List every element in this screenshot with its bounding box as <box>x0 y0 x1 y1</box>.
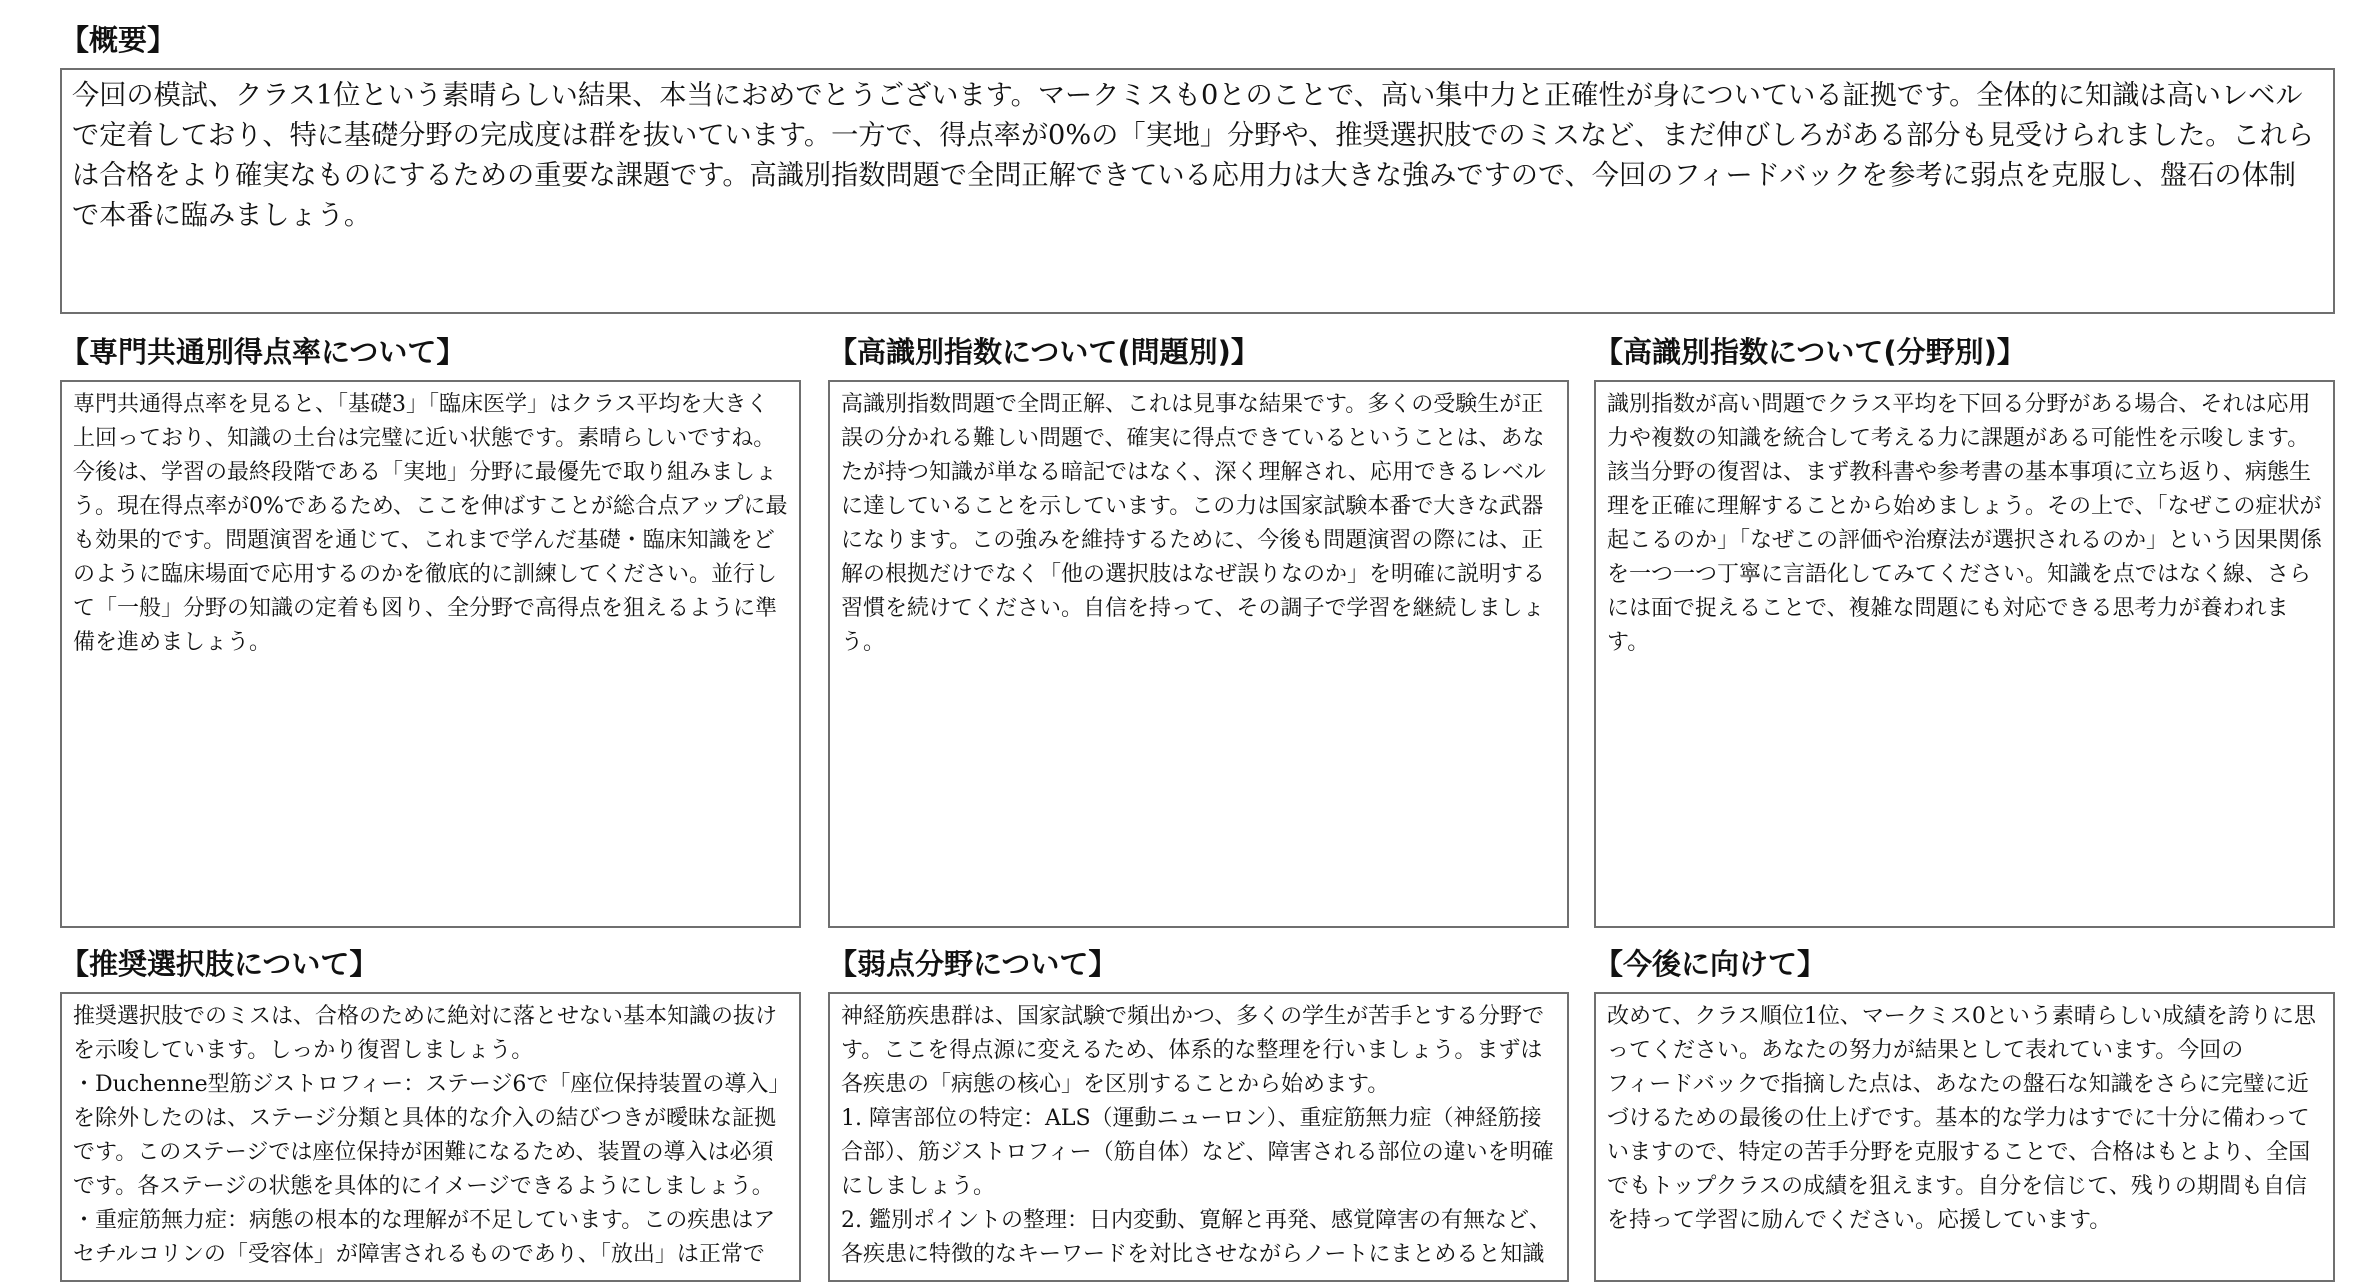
summary-box <box>60 68 2335 314</box>
section-text-kou-shikibetsu-bunya: 識別指数が高い問題でクラス平均を下回る分野がある場合、それは応用力や複数の知識を統合して考える力に課題がある可能性を示唆します。該当分野の復習は、まず教科書や参考書の基本事項に立ち返り、病態生理を正確に理解することから始めましょう。その上で、「なぜこの症状が起こるのか」「なぜこの評価や治療法が選択されるのか」という因果関係を一つ一つ丁寧に言語化してみてください。知識を点ではなく線、さらには面で捉えることで、複雑な問題にも対応できる思考力が養われます。 <box>1607 392 2323 655</box>
section-text-suisho-sentakushi: 推奨選択肢でのミスは、合格のために絶対に落とせない基本知識の抜けを示唆しています。しっかり復習しましょう。 ・Duchenne型筋ジストロフィー：ステージ6で「座位保持装置の導入」を除外したのは、ステージ分類と具体的な介入の結びつきが曖昧な証拠です。このステージでは座位保持が困難になるため、装置の導入は必須です。各ステージの状態を具体的にイメージできるようにしましょう。 ・重症筋無力症：病態の根本的な理解が不足しています。この疾患はアセチルコリンの「受容体」が障害されるものであり、「放出」は正常で <box>73 1004 780 1267</box>
summary-heading: 【概要】 <box>60 23 177 57</box>
section-box-jakuten-bunya <box>828 992 1569 1282</box>
section-box-kongo-ni-mukete <box>1594 992 2335 1282</box>
section-text-kongo-ni-mukete: 改めて、クラス順位1位、マークミス0という素晴らしい成績を誇りに思ってください。あなたの努力が結果として表れています。今回の フィードバックで指摘した点は、あなたの盤石な知識をさらに完璧に近づけるための最後の仕上げです。基本的な学力はすでに十分に備わっていますので、特定の苦手分野を克服することで、合格はもとより、全国でもトップクラスの成績を狙えます。自分を信じて、残りの期間も自信を持って学習に励んでください。応援しています。 <box>1607 1004 2316 1233</box>
section-text-senmon-kyotsu: 専門共通得点率を見ると、「基礎3」「臨床医学」はクラス平均を大きく上回っており、知識の土台は完璧に近い状態です。素晴らしいですね。今後は、学習の最終段階である「実地」分野に最優先で取り組みましょう。現在得点率が0%であるため、ここを伸ばすことが総合点アップに最も効果的です。問題演習を通じて、これまで学んだ基礎・臨床知識をどのように臨床場面で応用するのかを徹底的に訓練してください。並行して「一般」分野の知識の定着も図り、全分野で高得点を狙えるように準備を進めましょう。 <box>73 392 788 655</box>
section-box-kou-shikibetsu-mondai <box>828 380 1569 928</box>
section-box-kou-shikibetsu-bunya <box>1594 380 2335 928</box>
section-text-jakuten-bunya: 神経筋疾患群は、国家試験で頻出かつ、多くの学生が苦手とする分野です。ここを得点源に変えるため、体系的な整理を行いましょう。まずは各疾患の「病態の核心」を区別することから始めます。 1. 障害部位の特定：ALS（運動ニューロン）、重症筋無力症（神経筋接合部）、筋ジストロフィー（筋自体）など、障害される部位の違いを明確にしましょう。 2. 鑑別ポイントの整理：日内変動、寛解と再発、感覚障害の有無など、各疾患に特徴的なキーワードを対比させながらノートにまとめると知識 <box>841 1004 1554 1267</box>
section-box-senmon-kyotsu <box>60 380 801 928</box>
section-heading-kongo-ni-mukete: 【今後に向けて】 <box>1594 947 1827 981</box>
section-heading-senmon-kyotsu: 【専門共通別得点率について】 <box>60 335 466 369</box>
section-heading-kou-shikibetsu-mondai: 【高識別指数について(問題別)】 <box>828 335 1260 369</box>
section-text-kou-shikibetsu-mondai: 高識別指数問題で全問正解、これは見事な結果です。多くの受験生が正誤の分かれる難しい問題で、確実に得点できているということは、あなたが持つ知識が単なる暗記ではなく、深く理解され、応用できるレベルに達していることを示しています。この力は国家試験本番で大きな武器になります。この強みを維持するために、今後も問題演習の際には、正解の根拠だけでなく「他の選択肢はなぜ誤りなのか」を明確に説明する習慣を続けてください。自信を持って、その調子で学習を継続しましょう。 <box>841 392 1546 655</box>
section-heading-jakuten-bunya: 【弱点分野について】 <box>828 947 1118 981</box>
section-box-suisho-sentakushi <box>60 992 801 1282</box>
section-heading-kou-shikibetsu-bunya: 【高識別指数について(分野別)】 <box>1594 335 2026 369</box>
section-heading-suisho-sentakushi: 【推奨選択肢について】 <box>60 947 379 981</box>
summary-text: 今回の模試、クラス1位という素晴らしい結果、本当におめでとうございます。マークミスも0とのことで、高い集中力と正確性が身についている証拠です。全体的に知識は高いレベルで定着しており、特に基礎分野の完成度は群を抜いています。一方で、得点率が0%の「実地」分野や、推奨選択肢でのミスなど、まだ伸びしろがある部分も見受けられました。これらは合格をより確実なものにするための重要な課題です。高識別指数問題で全問正解できている応用力は大きな強みですので、今回のフィードバックを参考に弱点を克服し、盤石の体制で本番に臨みましょう。 <box>72 80 2315 231</box>
